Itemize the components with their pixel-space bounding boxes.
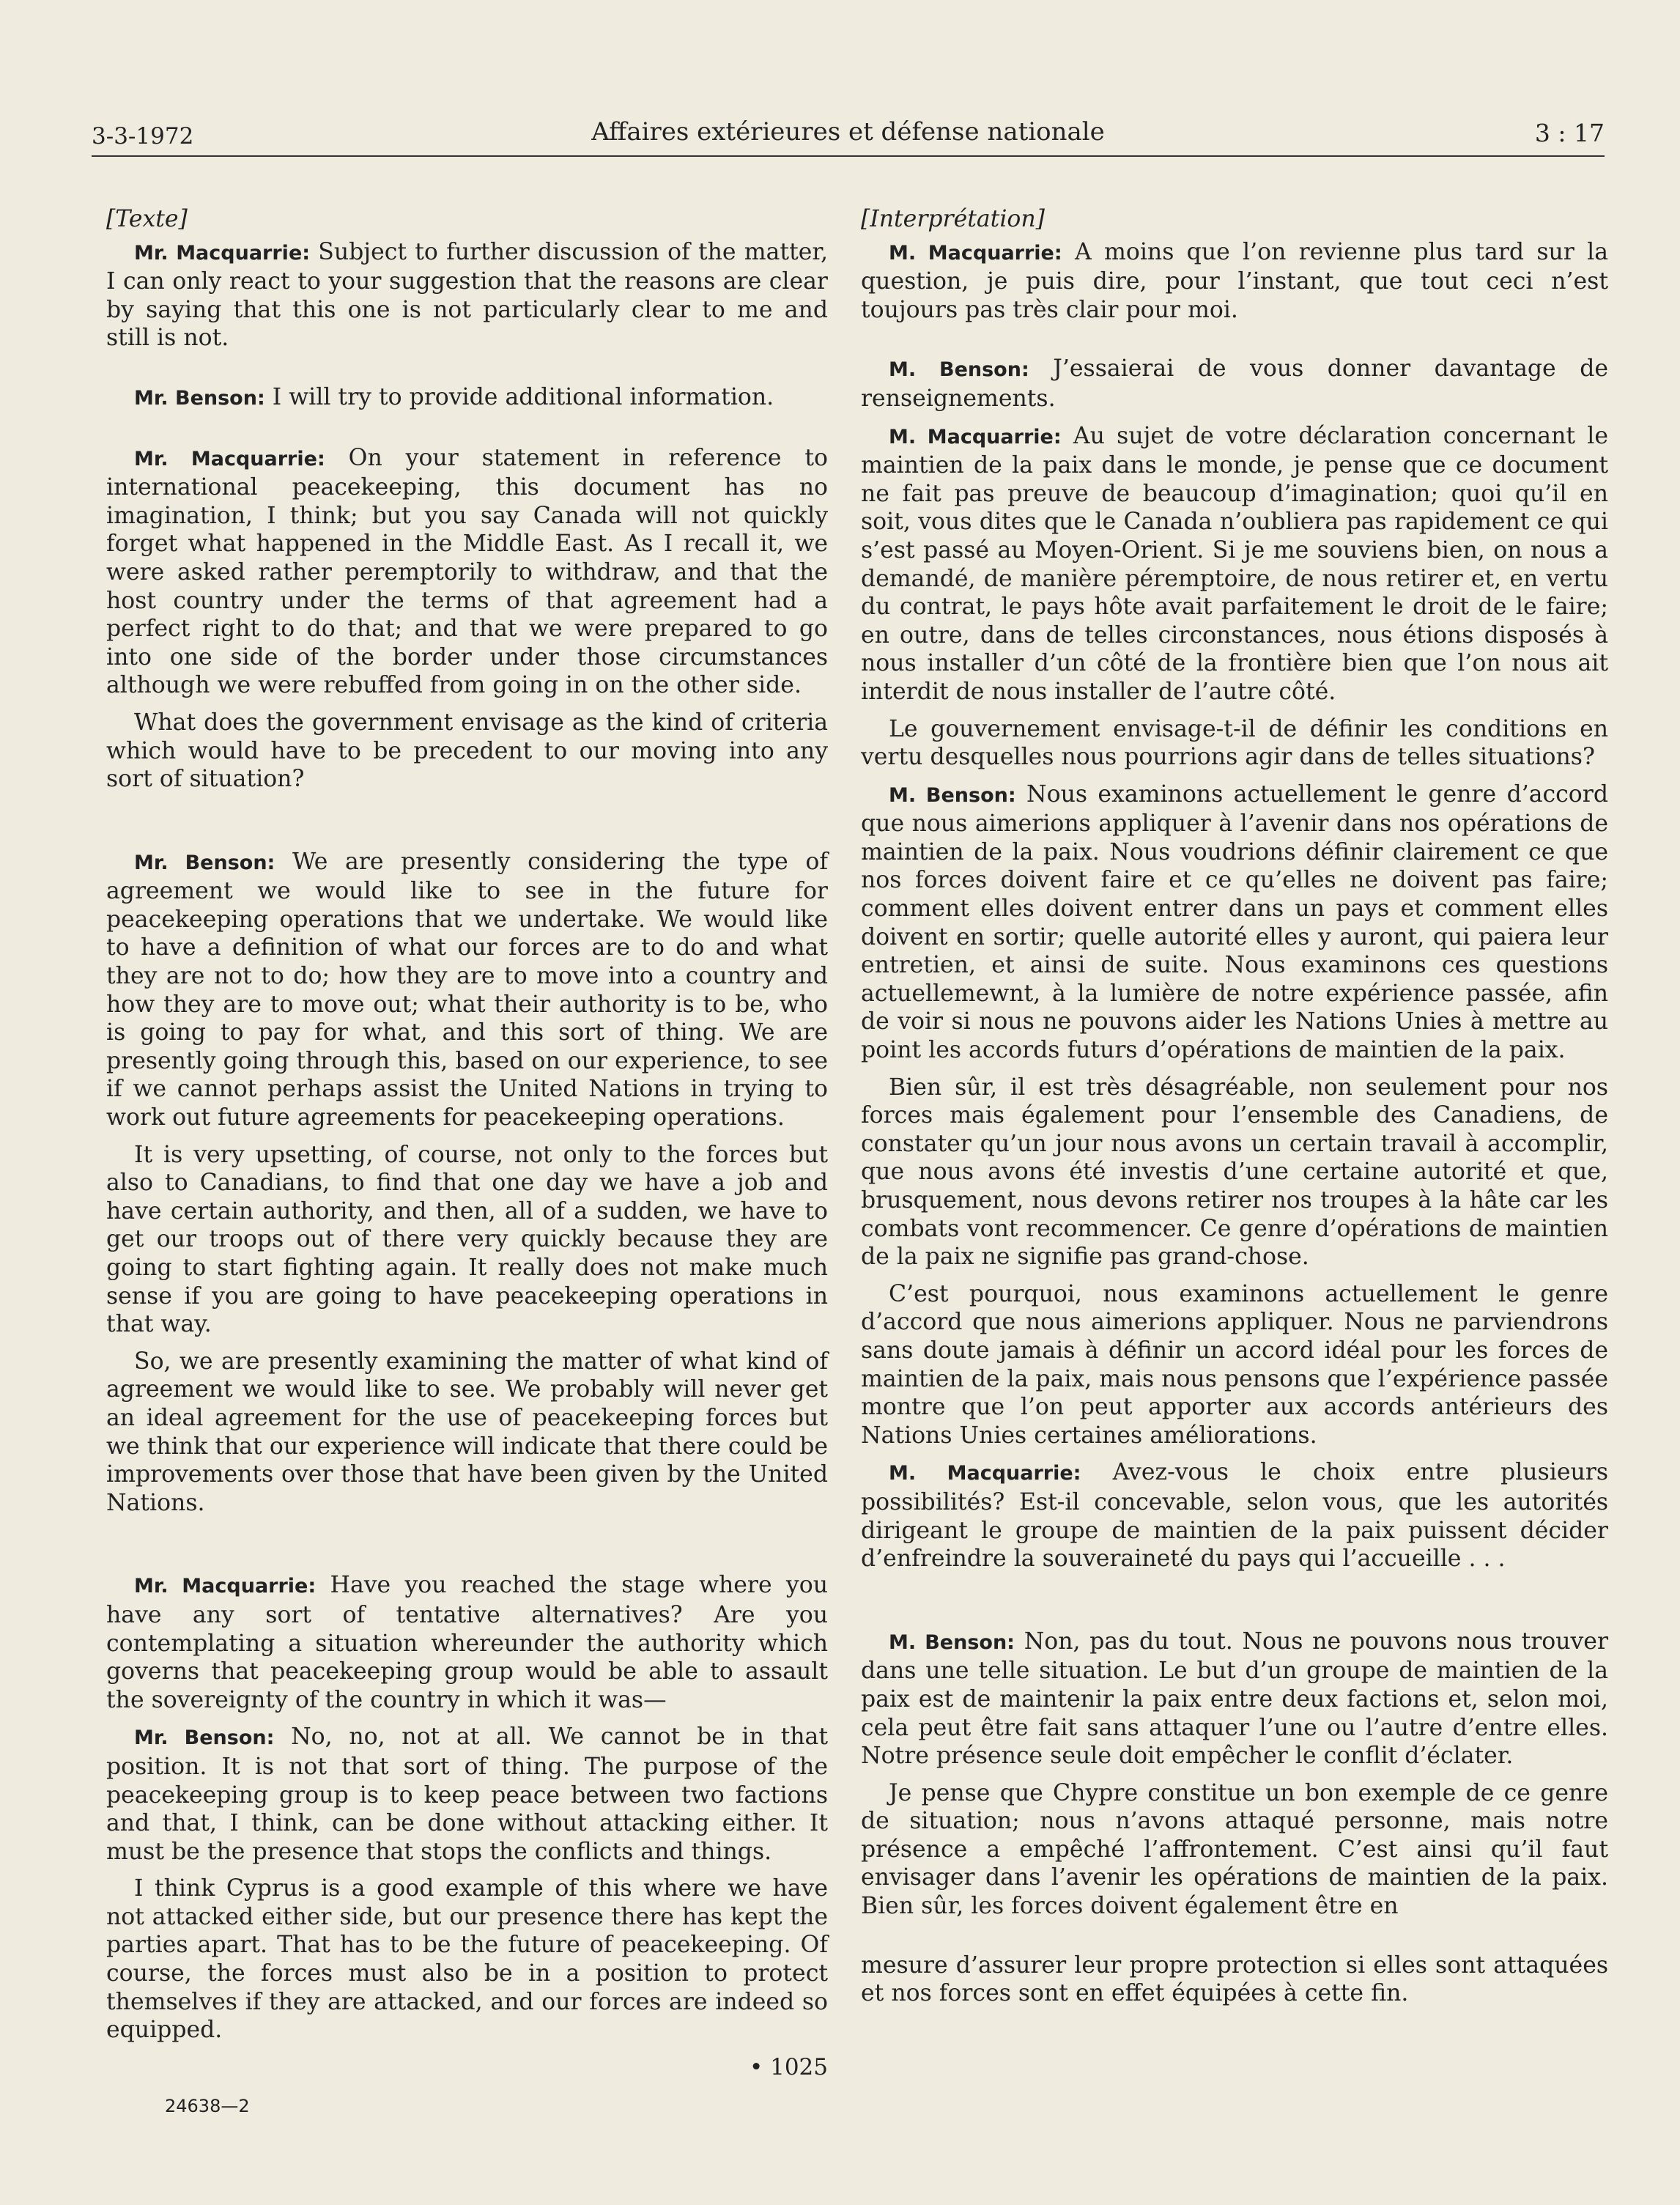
- paragraph: [106, 444, 828, 700]
- paragraph-text: Avez-vous le choix entre plusieurs possibilités? Est-il concevable, selon vous, que les autorités dirigeant le groupe de maintien de la paix puissent décider d’enfreindre la souveraineté du pays qui l’accueille . . .: [861, 1459, 1608, 1573]
- paragraph: [106, 1723, 828, 1866]
- paragraph-text: A moins que l’on revienne plus tard sur la question, je puis dire, pour l’instant, que tout ceci n’est toujours pas très clair pour moi.: [861, 238, 1608, 323]
- paragraph: What does the government envisage as the kind of criteria which would have to be precedent to our moving into any sort of situation?: [106, 709, 828, 793]
- speaker-name: Mr. Benson:: [134, 1726, 275, 1750]
- paragraph-text: Have you reached the stage where you have any sort of tentative alternatives? Are you contemplating a situation whereunder the authority which governs that peacekeeping group would be able to assault the sovereignty of the country in which it was—: [106, 1572, 828, 1713]
- paragraph: C’est pourquoi, nous examinons actuellement le genre d’accord que nous aimerions appliquer. Nous ne parviendrons sans doute jamais à définir un accord idéal pour les forces de maintien de la paix, mais nous pensons que l’expérience passée montre que l’on peut apporter aux accords antérieurs des Nations Unies certaines améliorations.: [861, 1280, 1608, 1449]
- speaker-name: M. Macquarrie:: [889, 1462, 1081, 1485]
- paragraph: [861, 355, 1608, 413]
- paragraph: I think Cyprus is a good example of this where we have not attacked either side, but our presence there has kept the parties apart. That has to be the future of peacekeeping. Of course, the forces must also be in a position to protect themselves if they are attacked, and our forces are indeed so equipped.: [106, 1875, 828, 2044]
- paragraph-text: Nous examinons actuellement le genre d’accord que nous aimerions appliquer à l’avenir dans nos opérations de maintien de la paix. Nous voudrions définir clairement ce que nos forces doivent faire et ce qu’elles ne doivent pas faire; comment elles doivent entrer dans un pays et comment elles doivent en sortir; quelle autorité elles y auront, qui paiera leur entretien, et ainsi de suite. Nous examinons ces questions actuellemewnt, à la lumière de notre expérience passée, afin de voir si nous ne pouvons aider les Nations Unies à mettre au point les accords futurs d’opérations de maintien de la paix.: [861, 780, 1608, 1064]
- french-column: [861, 205, 1608, 2017]
- paragraph-text: I will try to provide additional information.: [264, 383, 774, 410]
- paragraph: [861, 780, 1608, 1065]
- speaker-name: M. Macquarrie:: [889, 241, 1062, 265]
- paragraph-text: J’essaierai de vous donner davantage de renseignements.: [861, 355, 1608, 412]
- speaker-name: M. Benson:: [889, 358, 1029, 382]
- document-code: 24638—2: [165, 2096, 250, 2116]
- speaker-name: Mr. Macquarrie:: [134, 1575, 317, 1598]
- paragraph: [106, 848, 828, 1132]
- speaker-name: Mr. Benson:: [134, 851, 275, 874]
- english-column: [106, 205, 828, 2081]
- paragraph-text: On your statement in reference to international peacekeeping, this document has no imagination, I think; but you say Canada will not quickly forget what happened in the Middle East. As I recall it, we were asked rather peremptorily to withdraw, and that the host country under the terms of that agreement had a perfect right to do that; and that we were prepared to go into one side of the border under those circumstances although we were rebuffed from going in on the other side.: [106, 444, 828, 699]
- page-header: [92, 110, 1605, 157]
- paragraph: Je pense que Chypre constitue un bon exemple de ce genre de situation; nous n’avons attaqué personne, mais notre présence a empêché l’affrontement. C’est ainsi qu’il faut envisager dans l’avenir les opérations de maintien de la paix. Bien sûr, les forces doivent également être en: [861, 1779, 1608, 1920]
- paragraph: [861, 1628, 1608, 1770]
- paragraph-continued: mesure d’assurer leur propre protection si elles sont attaquées et nos forces sont en effet équipées à cette fin.: [861, 1951, 1608, 2007]
- paragraph: So, we are presently examining the matter of what kind of agreement we would like to see. We probably will never get an ideal agreement for the use of peacekeeping forces but we think that our experience will indicate that there could be improvements over those that have been given by the United Nations.: [106, 1348, 828, 1516]
- paragraph-text: Au sujet de votre déclaration concernant le maintien de la paix dans le monde, je pense que ce document ne fait pas preuve de beaucoup d’imagination; quoi qu’il en soit, vous dites que le Canada n’oubliera pas rapidement ce qui s’est passé au Moyen-Orient. Si je me souviens bien, on nous a demandé, de manière péremptoire, de nous retirer et, en vertu du contrat, le pays hôte avait parfaitement le droit de le faire; en outre, dans de telles circonstances, nous étions disposés à nous installer d’un côté de la frontière bien que l’on nous ait interdit de nous installer de l’autre côté.: [861, 422, 1608, 705]
- header-title: Affaires extérieures et défense nationale: [591, 117, 1105, 147]
- column-label: [Texte]: [106, 206, 188, 232]
- paragraph-text: We are presently considering the type of agreement we would like to see in the future for peacekeeping operations that we undertake. We would like to have a definition of what our forces are to do and what they are not to do; how they are to move into a country and how they are to move out; what their authority is to be, who is going to pay for what, and this sort of thing. We are presently going through this, based on our experience, to see if we cannot perhaps assist the United Nations in trying to work out future agreements for peacekeeping operations.: [106, 848, 828, 1131]
- paragraph: [861, 1458, 1608, 1573]
- speaker-name: Mr. Macquarrie:: [134, 241, 311, 265]
- speaker-name: Mr. Benson:: [134, 386, 265, 410]
- speaker-name: Mr. Macquarrie:: [134, 447, 325, 470]
- paragraph: It is very upsetting, of course, not only to the forces but also to Canadians, to find that one day we have a job and have certain authority, and then, all of a sudden, we have to get our troops out of there very quickly because they are going to start fighting again. It really does not make much sense if you are going to have peacekeeping operations in that way.: [106, 1141, 828, 1338]
- paragraph-text: Subject to further discussion of the matter, I can only react to your suggestion that the reasons are clear by saying that this one is not particularly clear to me and still is not.: [106, 238, 828, 352]
- paragraph: Le gouvernement envisage-t-il de définir les conditions en vertu desquelles nous pourrions agir dans de telles situations?: [861, 715, 1608, 771]
- paragraph: [861, 238, 1608, 325]
- paragraph: [861, 422, 1608, 706]
- paragraph: [106, 1571, 828, 1714]
- paragraph: [106, 383, 828, 413]
- column-label: [Interprétation]: [861, 206, 1045, 232]
- paragraph-text: No, no, not at all. We cannot be in that position. It is not that sort of thing. The purpose of the peacekeeping group is to keep peace between two factions and that, I think, can be done without attacking either. It must be the presence that stops the conflicts and things.: [106, 1724, 828, 1865]
- paragraph-text: Non, pas du tout. Nous ne pouvons nous trouver dans une telle situation. Le but d’un groupe de maintien de la paix est de maintenir la paix entre deux factions et, selon moi, cela peut être fait sans attaquer l’une ou l’autre d’entre elles. Notre présence seule doit empêcher le conflit d’éclater.: [861, 1628, 1609, 1770]
- speaker-name: M. Macquarrie:: [889, 425, 1062, 448]
- time-marker: • 1025: [749, 2053, 828, 2080]
- speaker-name: M. Benson:: [889, 1630, 1015, 1654]
- header-date: 3-3-1972: [92, 123, 194, 149]
- header-page-number: 3 : 17: [1534, 119, 1605, 147]
- speaker-name: M. Benson:: [889, 783, 1016, 807]
- paragraph: Bien sûr, il est très désagréable, non seulement pour nos forces mais également pour l’ensemble des Canadiens, de constater qu’un jour nous avons un certain travail à accomplir, que nous avons été investis d’une certaine autorité et que, brusquement, nous devons retirer nos troupes à la hâte car les combats vont recommencer. Ce genre d’opérations de maintien de la paix ne signifie pas grand-chose.: [861, 1074, 1608, 1271]
- paragraph: [106, 238, 828, 352]
